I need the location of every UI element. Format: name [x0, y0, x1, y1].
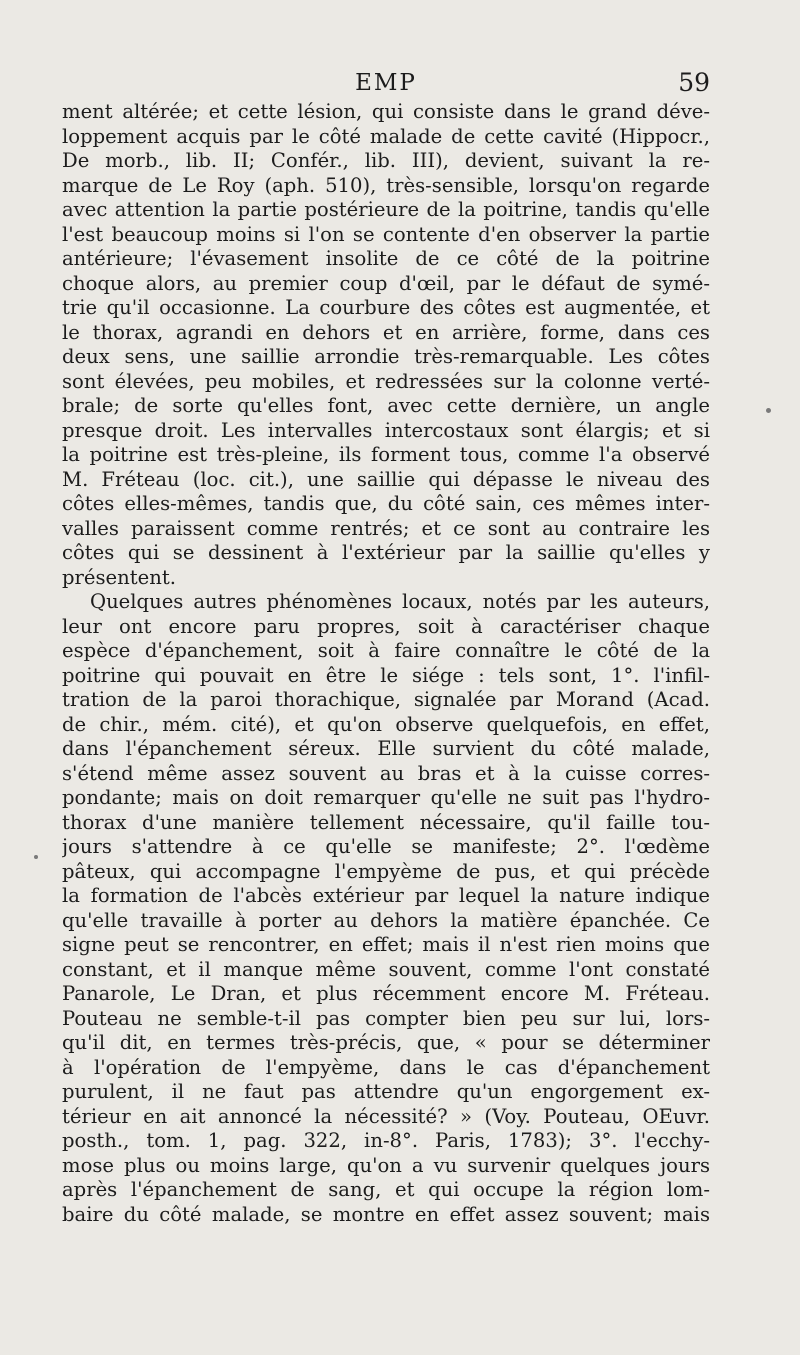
text-line: l'est beaucoup moins si l'on se contente d'en observer la partie — [62, 222, 710, 246]
text-line: loppement acquis par le côté malade de cette cavité (Hippocr., — [62, 124, 710, 148]
text-line: baire du côté malade, se montre en effet assez souvent; mais — [62, 1202, 710, 1226]
text-line: pondante; mais on doit remarquer qu'elle ne suit pas l'hydro- — [62, 786, 710, 809]
ink-speck — [766, 408, 771, 413]
text-line: choque alors, au premier coup d'œil, par le défaut de symé- — [62, 271, 710, 295]
text-line: deux sens, une saillie arrondie très-remarquable. Les côtes — [62, 345, 710, 368]
text-line: trie qu'il occasionne. La courbure des côtes est augmentée, et — [62, 296, 710, 319]
body-text — [62, 100, 710, 1227]
text-line: tration de la paroi thorachique, signalée par Morand (Acad. — [62, 688, 710, 711]
text-line: la poitrine est très-pleine, ils forment tous, comme l'a observé — [62, 443, 710, 466]
text-line: De morb., lib. II; Confér., lib. III), devient, suivant la re- — [62, 149, 710, 172]
text-line: qu'elle travaille à porter au dehors la matière épanchée. Ce — [62, 908, 710, 932]
text-line: purulent, il ne faut pas attendre qu'un engorgement ex- — [62, 1080, 710, 1103]
page-number: 59 — [678, 68, 710, 97]
text-line: pâteux, qui accompagne l'empyème de pus, et qui précède — [62, 859, 710, 883]
text-line: ment altérée; et cette lésion, qui consiste dans le grand déve- — [62, 100, 710, 123]
text-line: poitrine qui pouvait en être le siége : tels sont, 1°. l'infil- — [62, 663, 710, 687]
text-line: antérieure; l'évasement insolite de ce côté de la poitrine — [62, 247, 710, 270]
text-line: avec attention la partie postérieure de la poitrine, tandis qu'elle — [62, 198, 710, 221]
text-line: leur ont encore paru propres, soit à caractériser chaque — [62, 614, 710, 638]
text-line: de chir., mém. cité), et qu'on observe quelquefois, en effet, — [62, 712, 710, 736]
text-line: presque droit. Les intervalles intercostaux sont élargis; et si — [62, 418, 710, 442]
text-line: s'étend même assez souvent au bras et à la cuisse corres- — [62, 761, 710, 785]
text-line: jours s'attendre à ce qu'elle se manifeste; 2°. l'œdème — [62, 835, 710, 858]
text-line: Panarole, Le Dran, et plus récemment encore M. Fréteau. — [62, 982, 710, 1005]
text-line: constant, et il manque même souvent, comme l'ont constaté — [62, 957, 710, 981]
paragraph-first-line: Quelques autres phénomènes locaux, notés par les auteurs, — [90, 590, 710, 613]
text-line: thorax d'une manière tellement nécessaire, qu'il faille tou- — [62, 810, 710, 834]
text-line: sont élevées, peu mobiles, et redressées sur la colonne verté- — [62, 369, 710, 393]
text-line: mose plus ou moins large, qu'on a vu survenir quelques jours — [62, 1153, 710, 1177]
text-line: brale; de sorte qu'elles font, avec cette dernière, un angle — [62, 394, 710, 417]
text-line: dans l'épanchement séreux. Elle survient du côté malade, — [62, 737, 710, 760]
text-line: posth., tom. 1, pag. 322, in-8°. Paris, 1783); 3°. l'ecchy- — [62, 1129, 710, 1152]
text-line: côtes elles-mêmes, tandis que, du côté sain, ces mêmes inter- — [62, 492, 710, 515]
text-line: valles paraissent comme rentrés; et ce sont au contraire les — [62, 516, 710, 540]
text-line: côtes qui se dessinent à l'extérieur par la saillie qu'elles y — [62, 541, 710, 564]
running-head: EMP — [355, 70, 417, 96]
text-line: le thorax, agrandi en dehors et en arrière, forme, dans ces — [62, 320, 710, 344]
text-line: la formation de l'abcès extérieur par lequel la nature indique — [62, 884, 710, 907]
text-line: térieur en ait annoncé la nécessité? » (Voy. Pouteau, OEuvr. — [62, 1104, 710, 1128]
text-line: Pouteau ne semble-t-il pas compter bien peu sur lui, lors- — [62, 1006, 710, 1030]
ink-speck — [34, 855, 38, 859]
text-line: à l'opération de l'empyème, dans le cas d'épanchement — [62, 1055, 710, 1079]
text-line: signe peut se rencontrer, en effet; mais il n'est rien moins que — [62, 933, 710, 956]
text-line: qu'il dit, en termes très-précis, que, « pour se déterminer — [62, 1031, 710, 1054]
text-line: marque de Le Roy (aph. 510), très-sensible, lorsqu'on regarde — [62, 173, 710, 197]
page-header — [62, 66, 710, 100]
text-line: M. Fréteau (loc. cit.), une saillie qui dépasse le niveau des — [62, 467, 710, 491]
text-line: espèce d'épanchement, soit à faire connaître le côté de la — [62, 639, 710, 662]
text-line: après l'épanchement de sang, et qui occupe la région lom- — [62, 1178, 710, 1201]
text-line: présentent. — [62, 565, 176, 589]
